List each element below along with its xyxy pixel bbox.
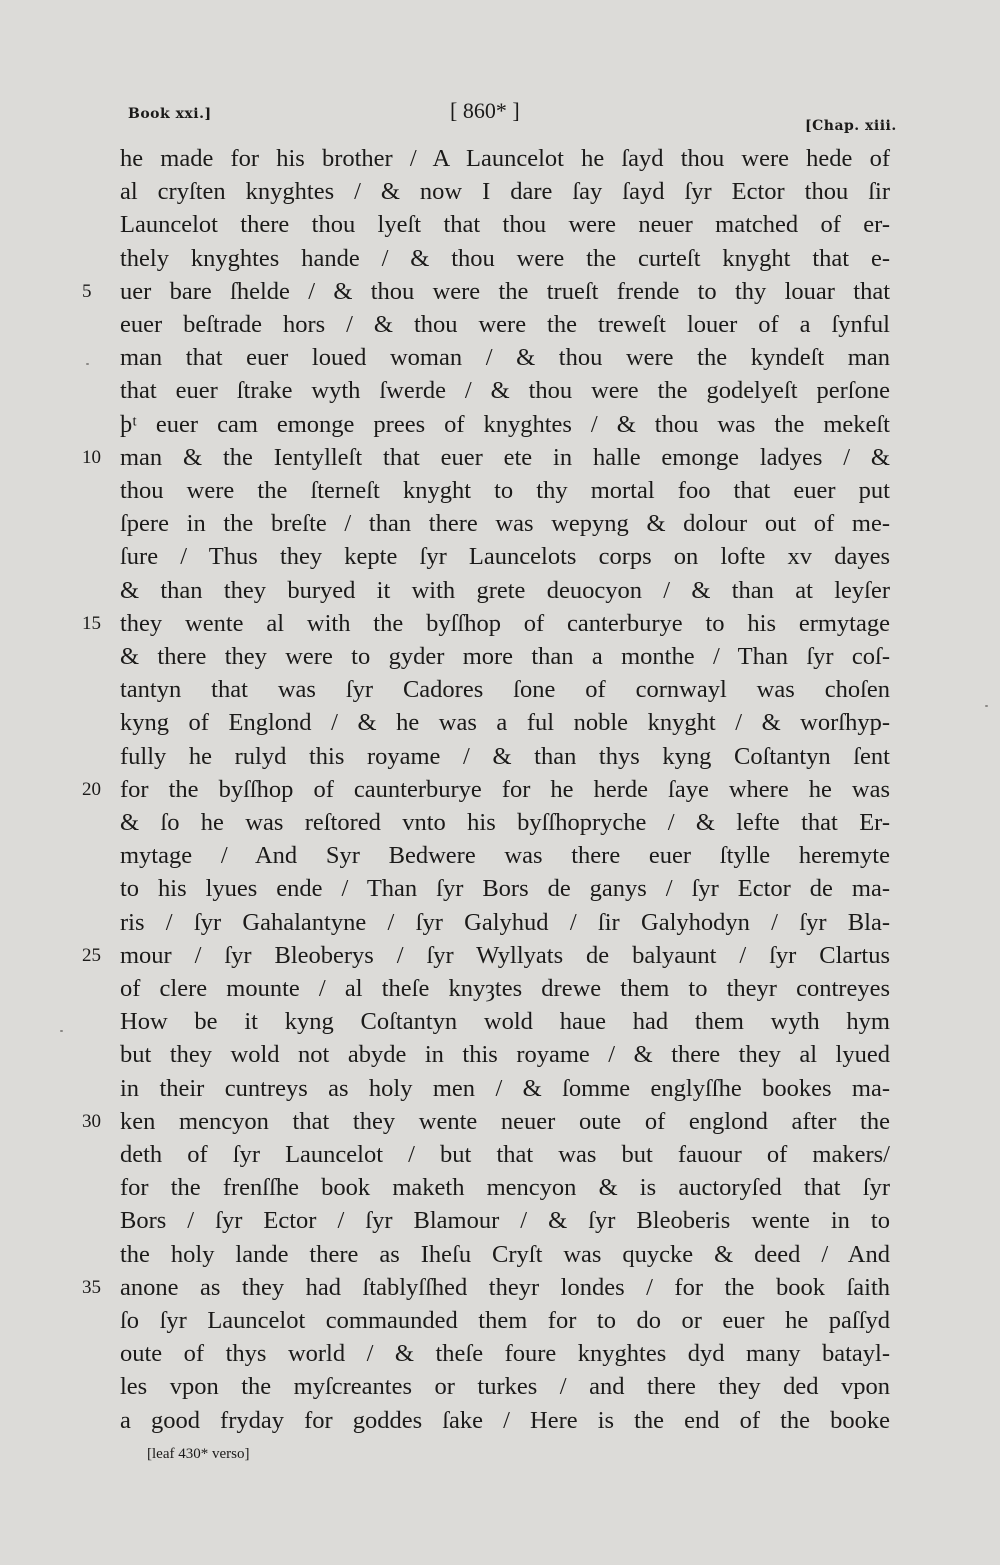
- chapter-number-header: [Chap. xiii.: [805, 118, 897, 134]
- line-number: 5: [82, 281, 92, 302]
- paper-speck: [60, 1030, 63, 1032]
- line-number: [82, 839, 118, 873]
- text-line: & ſo he was reſtored vnto his byſſhopryche / & lefte that Er-: [120, 809, 890, 836]
- text-line: in their cuntreys as holy men / & ſomme englyſſhe bookes ma-: [120, 1075, 890, 1102]
- text-line: mytage / And Syr Bedwere was there euer ſtylle heremyte: [120, 842, 890, 869]
- line-number: [82, 906, 118, 940]
- line-number: [82, 374, 118, 408]
- text-line: ſo ſyr Launcelot commaunded them for to do or euer he paſſyd: [120, 1307, 890, 1334]
- text-line: Bors / ſyr Ector / ſyr Blamour / & ſyr Bleoberis wente in to: [120, 1207, 890, 1234]
- text-line: to his lyues ende / Than ſyr Bors de ganys / ſyr Ector de ma-: [120, 875, 890, 902]
- line-number: [82, 1038, 118, 1072]
- line-number: [82, 308, 118, 342]
- line-number: [82, 640, 118, 674]
- line-number: [82, 574, 118, 608]
- running-header: [0, 98, 1000, 138]
- text-line: ſpere in the breſte / than there was wepyng & dolour out of me-: [120, 510, 890, 537]
- line-number: [82, 1337, 118, 1371]
- line-number: 15: [82, 613, 101, 634]
- line-number: [82, 242, 118, 276]
- text-line: a good fryday for goddes ſake / Here is the end of the booke: [120, 1407, 890, 1434]
- line-number: [82, 142, 118, 176]
- text-line: man & the Ientylleſt that euer ete in halle emonge ladyes / &: [120, 444, 890, 471]
- text-line: that euer ſtrake wyth ſwerde / & thou were the godelyeſt perſone: [120, 377, 890, 404]
- line-number: [82, 175, 118, 209]
- text-line: mour / ſyr Bleoberys / ſyr Wyllyats de balyaunt / ſyr Clartus: [120, 942, 890, 969]
- text-line: the holy lande there as Iheſu Cryſt was quycke & deed / And: [120, 1241, 890, 1268]
- line-number: 35: [82, 1277, 101, 1298]
- text-line: oute of thys world / & theſe foure knyghtes dyd many batayl-: [120, 1340, 890, 1367]
- paper-speck: [985, 705, 988, 707]
- text-line: ken mencyon that they wente neuer oute of englond after the: [120, 1108, 890, 1135]
- text-line: fully he rulyd this royame / & than thys kyng Coſtantyn ſent: [120, 743, 890, 770]
- line-number: [82, 706, 118, 740]
- text-line: man that euer loued woman / & thou were the kyndeſt man: [120, 344, 890, 371]
- text-line: kyng of Englond / & he was a ful noble knyght / & worſhyp-: [120, 709, 890, 736]
- text-line: & than they buryed it with grete deuocyon / & than at leyſer: [120, 577, 890, 604]
- text-line: he made for his brother / A Launcelot he ſayd thou were hede of: [120, 145, 890, 172]
- text-line: þᵗ euer cam emonge prees of knyghtes / & thou was the mekeſt: [120, 411, 890, 438]
- line-number: [82, 872, 118, 906]
- line-number: [82, 208, 118, 242]
- line-number: [82, 507, 118, 541]
- line-number: [82, 1072, 118, 1106]
- text-line: al cryſten knyghtes / & now I dare ſay ſayd ſyr Ector thou ſir: [120, 178, 890, 205]
- line-number: 10: [82, 447, 101, 468]
- line-number: [82, 1204, 118, 1238]
- leaf-reference-note: [leaf 430* verso]: [147, 1446, 250, 1462]
- line-number: [82, 740, 118, 774]
- text-line: deth of ſyr Launcelot / but that was but fauour of makers/: [120, 1141, 890, 1168]
- line-number: 30: [82, 1111, 101, 1132]
- line-number: [82, 1370, 118, 1404]
- line-number: [82, 474, 118, 508]
- line-number: [82, 1005, 118, 1039]
- text-line: anone as they had ſtablyſſhed theyr londes / for the book ſaith: [120, 1274, 890, 1301]
- page-number: [ 860* ]: [450, 98, 520, 123]
- text-line: they wente al with the byſſhop of canterburye to his ermytage: [120, 610, 890, 637]
- line-number: [82, 673, 118, 707]
- text-line: thou were the ſterneſt knyght to thy mortal foo that euer put: [120, 477, 890, 504]
- text-line: Launcelot there thou lyeſt that thou were neuer matched of er-: [120, 211, 890, 238]
- text-line: of clere mounte / al theſe knyȝtes drewe them to theyr contreyes: [120, 975, 890, 1002]
- text-line: How be it kyng Coſtantyn wold haue had them wyth hym: [120, 1008, 890, 1035]
- line-number: [82, 806, 118, 840]
- text-line: & there they were to gyder more than a monthe / Than ſyr coſ-: [120, 643, 890, 670]
- line-number: [82, 341, 118, 375]
- book-number-header: Book xxi.]: [128, 106, 212, 122]
- text-line: les vpon the myſcreantes or turkes / and there they ded vpon: [120, 1373, 890, 1400]
- line-number: 25: [82, 945, 101, 966]
- line-number: [82, 408, 118, 442]
- line-number: 20: [82, 779, 101, 800]
- text-line: euer beſtrade hors / & thou were the treweſt louer of a ſynful: [120, 311, 890, 338]
- text-line: uer bare ſhelde / & thou were the trueſt frende to thy louar that: [120, 278, 890, 305]
- text-line: ris / ſyr Gahalantyne / ſyr Galyhud / ſir Galyhodyn / ſyr Bla-: [120, 909, 890, 936]
- line-number: [82, 540, 118, 574]
- line-number: [82, 1138, 118, 1172]
- text-line: but they wold not abyde in this royame / & there they al lyued: [120, 1041, 890, 1068]
- line-number: [82, 1171, 118, 1205]
- text-line: ſure / Thus they kepte ſyr Launcelots corps on lofte xv dayes: [120, 543, 890, 570]
- text-line: thely knyghtes hande / & thou were the curteſt knyght that e-: [120, 245, 890, 272]
- text-line: for the frenſſhe book maketh mencyon & is auctoryſed that ſyr: [120, 1174, 890, 1201]
- text-line: tantyn that was ſyr Cadores ſone of cornwayl was choſen: [120, 676, 890, 703]
- text-line: for the byſſhop of caunterburye for he herde ſaye where he was: [120, 776, 890, 803]
- line-number: [82, 972, 118, 1006]
- line-number: [82, 1404, 118, 1438]
- line-number: [82, 1238, 118, 1272]
- paper-speck: [86, 363, 89, 365]
- line-number: [82, 1304, 118, 1338]
